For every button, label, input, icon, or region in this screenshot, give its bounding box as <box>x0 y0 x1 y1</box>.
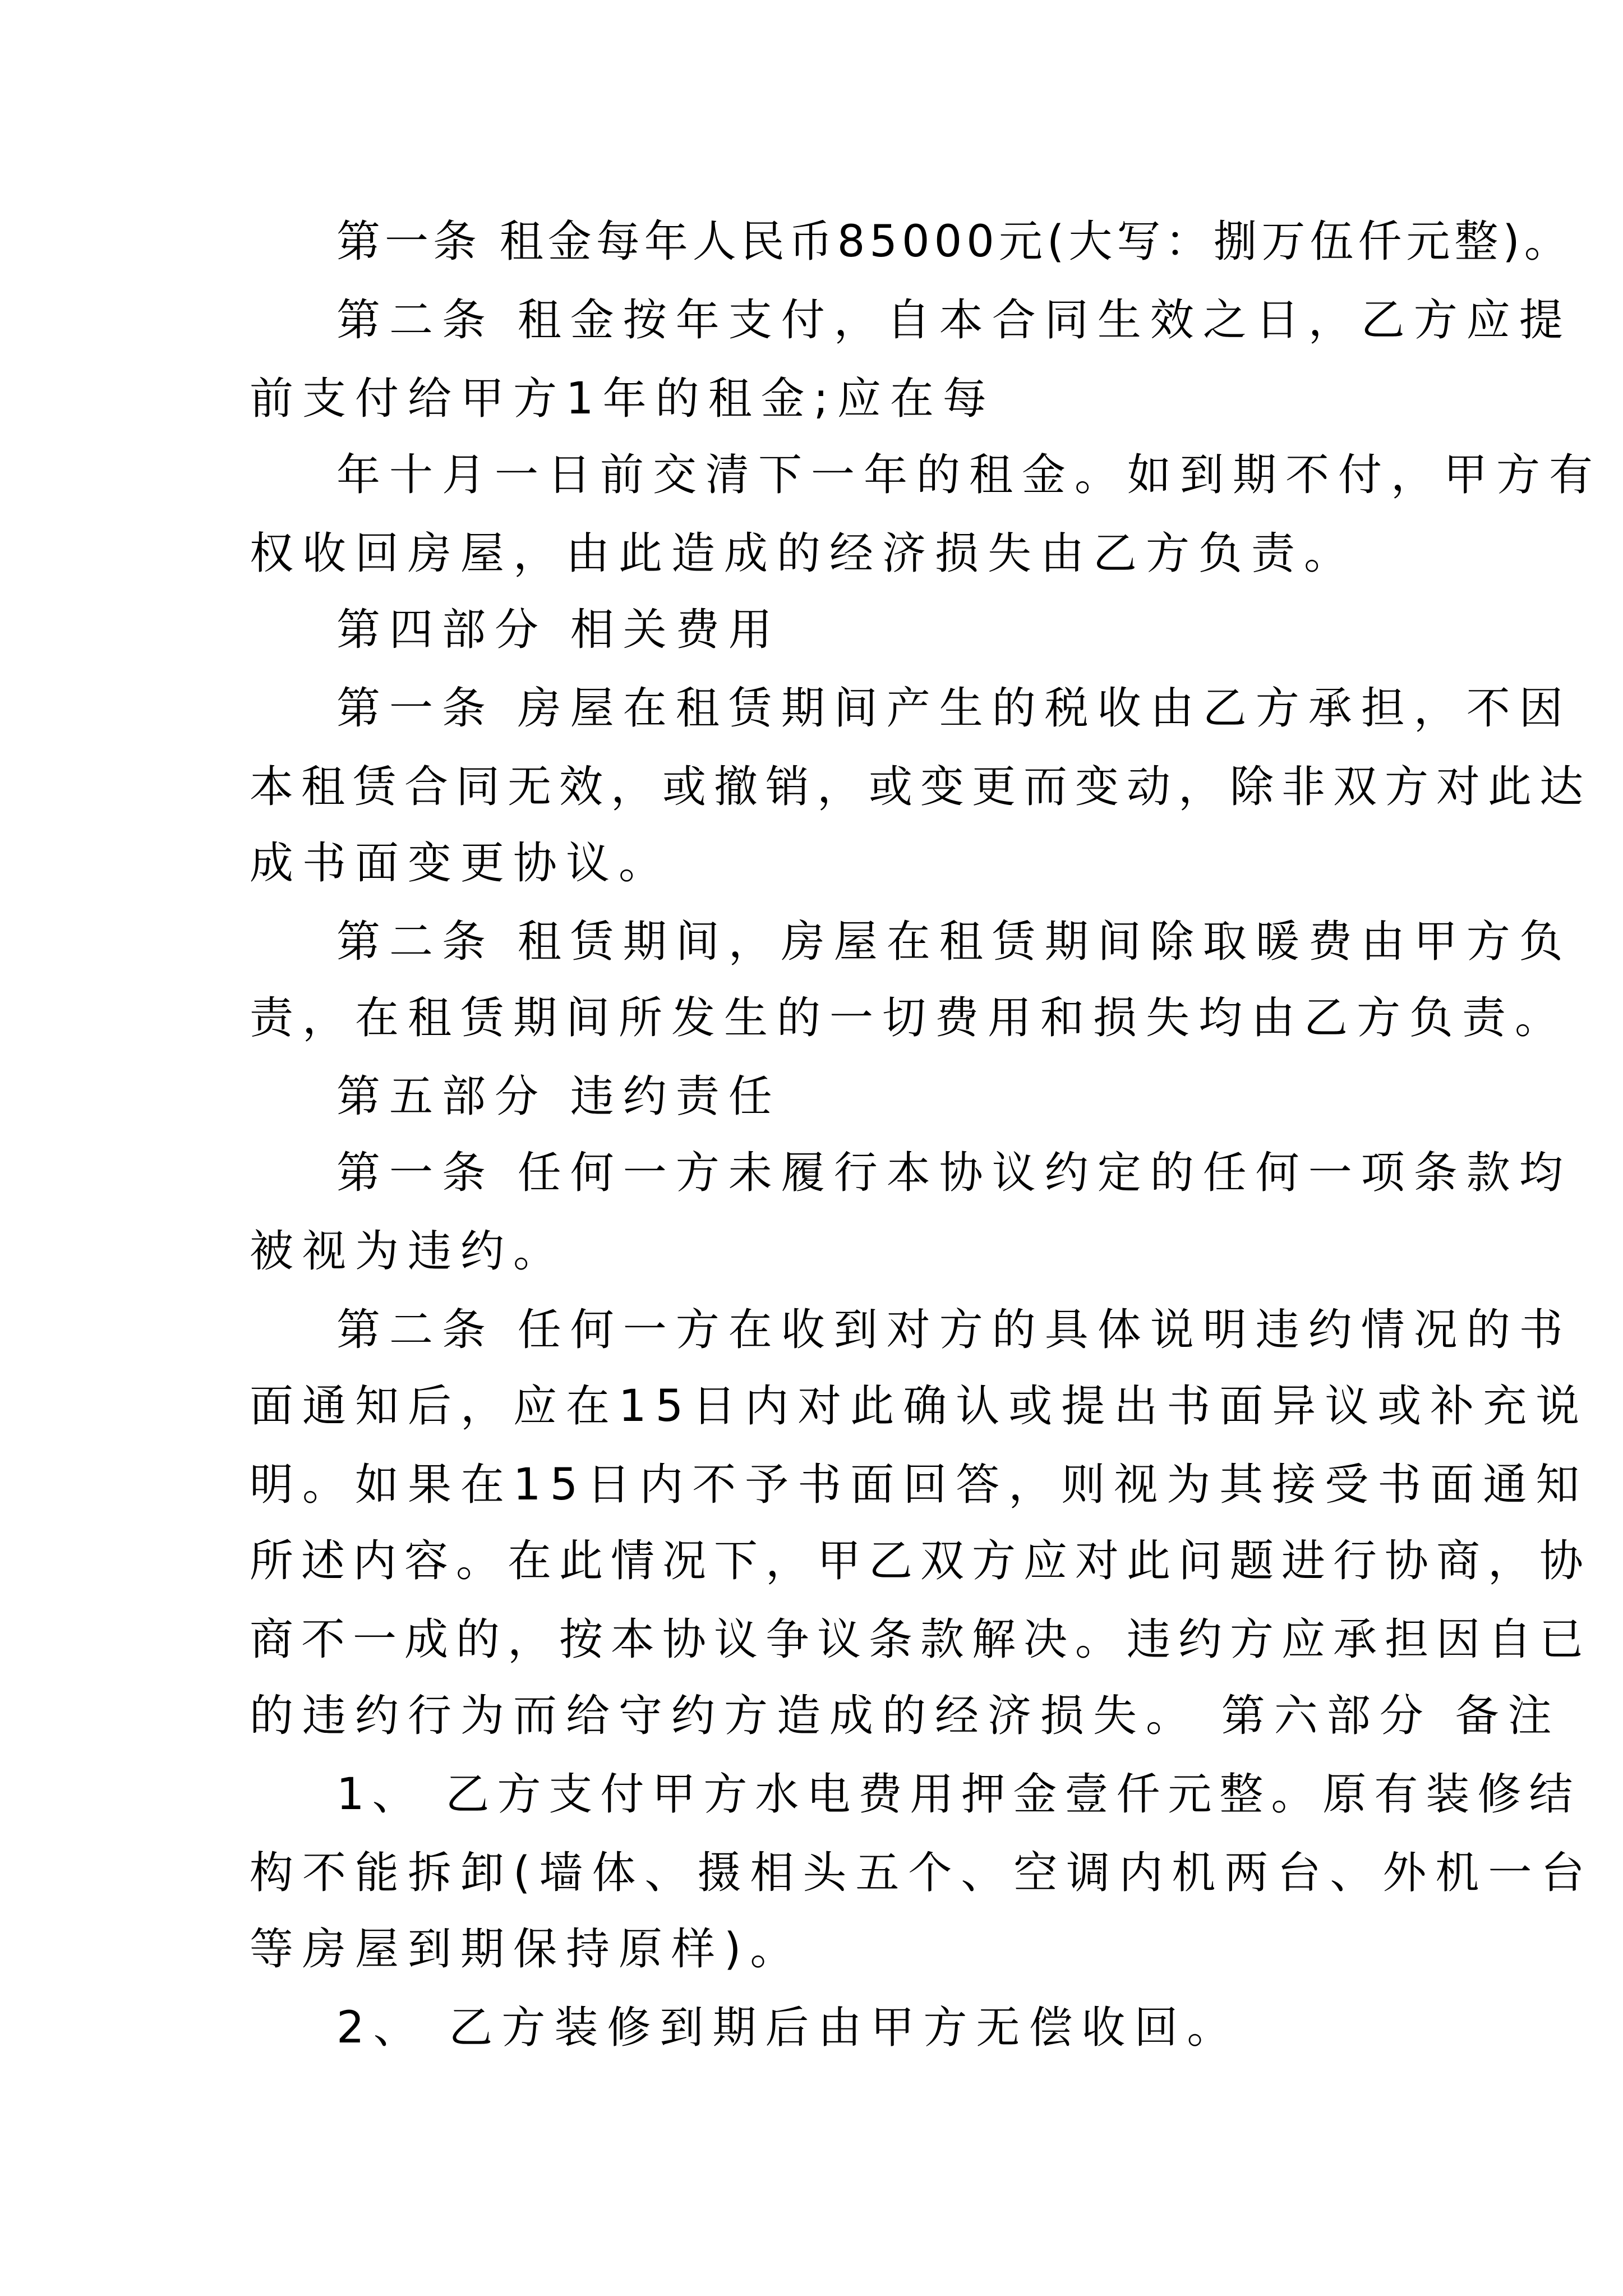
text-line: 商不一成的，按本协议争议条款解决。违约方应承担因自已 <box>250 1614 1592 1665</box>
text-line: 的违约行为而给守约方造成的经济损失。 第六部分 备注 <box>250 1691 1561 1741</box>
section-heading: 第四部分 相关费用 <box>336 605 781 655</box>
text-line: 被视为违约。 <box>250 1226 566 1277</box>
text-line: 所述内容。在此情况下，甲乙双方应对此问题进行协商，协 <box>250 1536 1592 1586</box>
text-line: 年十月一日前交清下一年的租金。如到期不付，甲方有 <box>336 450 1602 500</box>
list-item: 2、 乙方装修到期后由甲方无偿收回。 <box>336 2003 1240 2053</box>
text-line: 前支付给甲方1年的租金;应在每 <box>250 374 995 424</box>
text-line: 构不能拆卸(墙体、摄相头五个、空调内机两台、外机一台 <box>250 1848 1594 1898</box>
text-line: 成书面变更协议。 <box>250 838 672 889</box>
text-line: 责，在租赁期间所发生的一切费用和损失均由乙方负责。 <box>250 993 1568 1043</box>
text-line: 面通知后，应在15日内对此确认或提出书面异议或补充说 <box>250 1381 1589 1432</box>
list-item: 1、 乙方支付甲方水电费用押金壹仟元整。原有装修结 <box>336 1769 1581 1820</box>
text-line: 第一条 房屋在租赁期间产生的税收由乙方承担，不因 <box>336 683 1572 734</box>
text-line: 等房屋到期保持原样)。 <box>250 1924 803 1975</box>
text-line: 第二条 任何一方在收到对方的具体说明违约情况的书 <box>336 1305 1572 1355</box>
text-line: 权收回房屋，由此造成的经济损失由乙方负责。 <box>250 528 1357 579</box>
text-line: 第二条 租金按年支付，自本合同生效之日，乙方应提 <box>336 295 1572 346</box>
text-line: 第一条 任何一方未履行本协议约定的任何一项条款均 <box>336 1148 1572 1198</box>
section-heading: 第五部分 违约责任 <box>336 1071 781 1122</box>
text-line: 明。如果在15日内不予书面回答，则视为其接受书面通知 <box>250 1460 1589 1510</box>
text-line: 第二条 租赁期间，房屋在租赁期间除取暖费由甲方负 <box>336 917 1572 967</box>
text-line: 本租赁合同无效，或撤销，或变更而变动，除非双方对此达 <box>250 762 1592 812</box>
text-line: 第一条 租金每年人民币85000元(大写：捌万伍仟元整)。 <box>336 217 1573 267</box>
